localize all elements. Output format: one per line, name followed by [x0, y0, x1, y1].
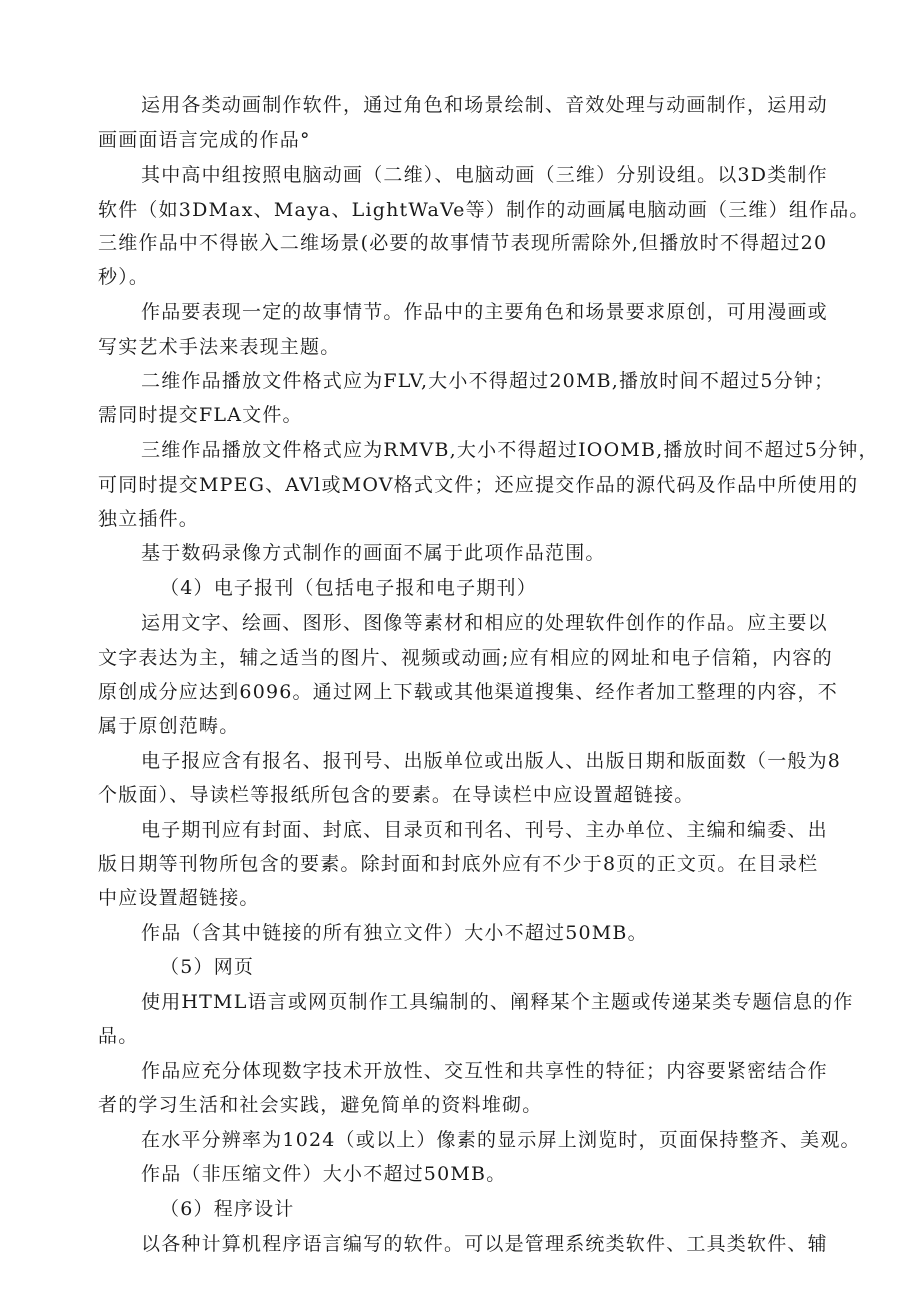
text-line: 运用文字、绘画、图形、图像等素材和相应的处理软件创作的作品。应主要以 — [141, 612, 828, 634]
text-line: 需同时提交FLA文件。 — [98, 404, 303, 426]
text-line: 软件（如3DMax、Maya、LightWaVe等）制作的动画属电脑动画（三维）组作品。 — [98, 199, 870, 221]
text-line: 画画面语言完成的作品° — [98, 129, 311, 151]
text-line: 写实艺术手法来表现主题。 — [98, 336, 341, 358]
text-line: 三维作品播放文件格式应为RMVB,大小不得超过IOOMB,播放时间不超过5分钟， — [141, 439, 879, 461]
text-line: 以各种计算机程序语言编写的软件。可以是管理系统类软件、工具类软件、辅 — [141, 1233, 828, 1255]
text-line: 作品应充分体现数字技术开放性、交互性和共享性的特征；内容要紧密结合作 — [141, 1060, 828, 1082]
text-line: 个版面）、导读栏等报纸所包含的要素。在导读栏中应设置超链接。 — [98, 784, 695, 806]
text-line: 二维作品播放文件格式应为FLV,大小不得超过20MB,播放时间不超过5分钟； — [141, 370, 835, 392]
text-line: 电子报应含有报名、报刊号、出版单位或出版人、出版日期和版面数（一般为8 — [141, 750, 842, 772]
text-line: 作品要表现一定的故事情节。作品中的主要角色和场景要求原创，可用漫画或 — [141, 301, 828, 323]
text-line: 品。 — [98, 1025, 139, 1047]
section-heading: （6）程序设计 — [160, 1198, 295, 1220]
text-line: 作品（非压缩文件）大小不超过50MB。 — [141, 1163, 507, 1185]
text-line: 属于原创范畴。 — [98, 715, 240, 737]
text-line: 者的学习生活和社会实践，避免简单的资料堆砌。 — [98, 1094, 543, 1116]
text-line: 作品（含其中链接的所有独立文件）大小不超过50MB。 — [141, 922, 648, 944]
text-line: 三维作品中不得嵌入二维场景(必要的故事情节表现所需除外,但播放时不得超过20 — [98, 232, 828, 254]
text-line: 可同时提交MPEG、AVl或MOV格式文件；还应提交作品的源代码及作品中所使用的 — [98, 474, 859, 496]
text-line: 其中高中组按照电脑动画（二维）、电脑动画（三维）分别设组。以3D类制作 — [141, 164, 828, 186]
text-line: 文字表达为主，辅之适当的图片、视频或动画;应有相应的网址和电子信箱，内容的 — [98, 647, 833, 669]
section-heading: （4）电子报刊（包括电子报和电子期刊） — [160, 577, 537, 599]
text-line: 在水平分辨率为1024（或以上）像素的显示屏上浏览时，页面保持整齐、美观。 — [141, 1129, 861, 1151]
text-line: 秒）。 — [98, 266, 150, 288]
text-line: 中应设置超链接。 — [98, 887, 260, 909]
text-line: 运用各类动画制作软件，通过角色和场景绘制、音效处理与动画制作，运用动 — [141, 94, 828, 116]
text-line: 原创成分应达到6096。通过网上下载或其他渠道搜集、经作者加工整理的内容，不 — [98, 681, 838, 703]
text-line: 电子期刊应有封面、封底、目录页和刊名、刊号、主办单位、主编和编委、出 — [141, 819, 828, 841]
text-line: 基于数码录像方式制作的画面不属于此项作品范围。 — [141, 542, 606, 564]
text-line: 版日期等刊物所包含的要素。除封面和封底外应有不少于8页的正文页。在目录栏 — [98, 853, 819, 875]
section-heading: （5）网页 — [160, 956, 255, 978]
text-line: 使用HTML语言或网页制作工具编制的、阐释某个主题或传递某类专题信息的作 — [141, 991, 854, 1013]
text-line: 独立插件。 — [98, 508, 200, 530]
